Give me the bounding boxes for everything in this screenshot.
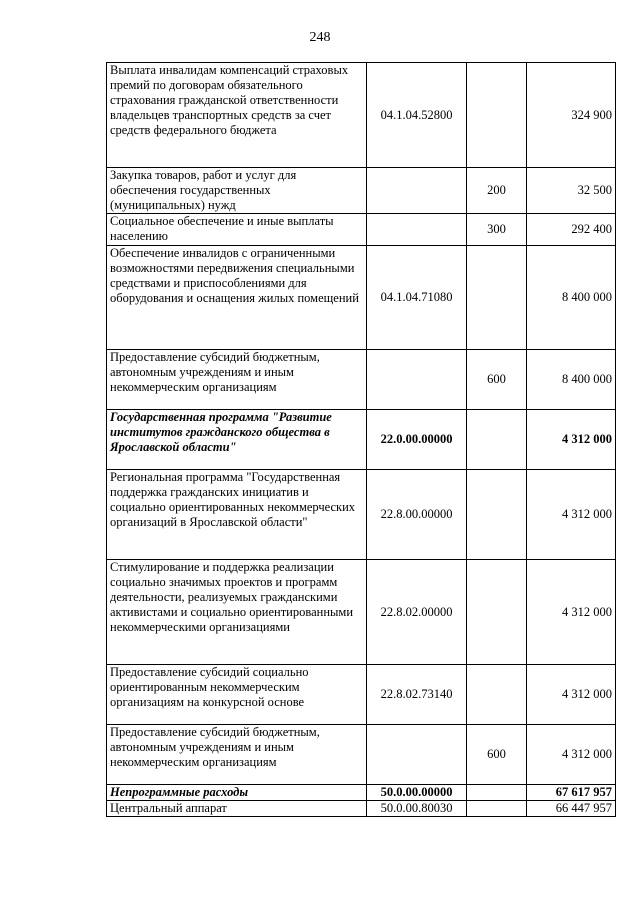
table-row — [107, 470, 616, 560]
budget-table-body — [107, 63, 616, 817]
table-row — [107, 801, 616, 817]
row-target-code: 22.8.00.00000 — [367, 470, 467, 560]
row-expense-type — [467, 665, 527, 725]
row-name: Государственная программа "Развитие институтов гражданского общества в Ярославской области" — [107, 410, 367, 470]
row-amount: 4 312 000 — [527, 560, 616, 665]
row-name: Социальное обеспечение и иные выплаты населению — [107, 214, 367, 246]
row-amount: 324 900 — [527, 63, 616, 168]
row-expense-type — [467, 801, 527, 817]
row-target-code — [367, 168, 467, 214]
table-row — [107, 560, 616, 665]
row-expense-type — [467, 470, 527, 560]
table-row — [107, 63, 616, 168]
row-name: Региональная программа "Государственная поддержка гражданских инициатив и социально ориентированных некоммерческих организаций в Ярославской области" — [107, 470, 367, 560]
row-target-code: 22.8.02.00000 — [367, 560, 467, 665]
row-expense-type: 600 — [467, 350, 527, 410]
table-row — [107, 350, 616, 410]
row-target-code: 50.0.00.80030 — [367, 801, 467, 817]
table-row — [107, 168, 616, 214]
row-target-code — [367, 350, 467, 410]
row-name: Обеспечение инвалидов с ограниченными возможностями передвижения специальными средствами и приспособлениями для оборудования и оснащения жилых помещений — [107, 246, 367, 350]
row-expense-type — [467, 560, 527, 665]
row-expense-type: 600 — [467, 725, 527, 785]
table-row — [107, 410, 616, 470]
row-expense-type — [467, 410, 527, 470]
row-amount: 292 400 — [527, 214, 616, 246]
row-expense-type — [467, 246, 527, 350]
row-amount: 4 312 000 — [527, 410, 616, 470]
row-name: Выплата инвалидам компенсаций страховых премий по договорам обязательного страхования гражданской ответственности владельцев транспортных средств за счет средств федерального бюджета — [107, 63, 367, 168]
row-name: Закупка товаров, работ и услуг для обеспечения государственных (муниципальных) нужд — [107, 168, 367, 214]
row-expense-type: 300 — [467, 214, 527, 246]
row-target-code: 04.1.04.71080 — [367, 246, 467, 350]
row-target-code — [367, 725, 467, 785]
row-amount: 32 500 — [527, 168, 616, 214]
table-row — [107, 725, 616, 785]
row-target-code: 22.0.00.00000 — [367, 410, 467, 470]
row-name: Предоставление субсидий бюджетным, автономным учреждениям и иным некоммерческим организациям — [107, 725, 367, 785]
table-row — [107, 214, 616, 246]
row-amount: 8 400 000 — [527, 350, 616, 410]
row-name: Стимулирование и поддержка реализации социально значимых проектов и программ деятельности, реализуемых гражданскими активистами и социально ориентированными некоммерческими организациями — [107, 560, 367, 665]
row-expense-type — [467, 785, 527, 801]
row-name: Непрограммные расходы — [107, 785, 367, 801]
row-amount: 4 312 000 — [527, 470, 616, 560]
row-amount: 67 617 957 — [527, 785, 616, 801]
row-amount: 8 400 000 — [527, 246, 616, 350]
page-number: 248 — [309, 30, 331, 45]
table-row — [107, 246, 616, 350]
row-expense-type — [467, 63, 527, 168]
row-name: Предоставление субсидий социально ориентированным некоммерческим организациям на конкурсной основе — [107, 665, 367, 725]
row-target-code: 04.1.04.52800 — [367, 63, 467, 168]
budget-table — [106, 62, 616, 817]
row-target-code: 22.8.02.73140 — [367, 665, 467, 725]
row-target-code — [367, 214, 467, 246]
row-expense-type: 200 — [467, 168, 527, 214]
row-target-code: 50.0.00.00000 — [367, 785, 467, 801]
row-name: Центральный аппарат — [107, 801, 367, 817]
table-row — [107, 665, 616, 725]
table-row — [107, 785, 616, 801]
row-name: Предоставление субсидий бюджетным, автономным учреждениям и иным некоммерческим организациям — [107, 350, 367, 410]
row-amount: 4 312 000 — [527, 665, 616, 725]
row-amount: 66 447 957 — [527, 801, 616, 817]
row-amount: 4 312 000 — [527, 725, 616, 785]
